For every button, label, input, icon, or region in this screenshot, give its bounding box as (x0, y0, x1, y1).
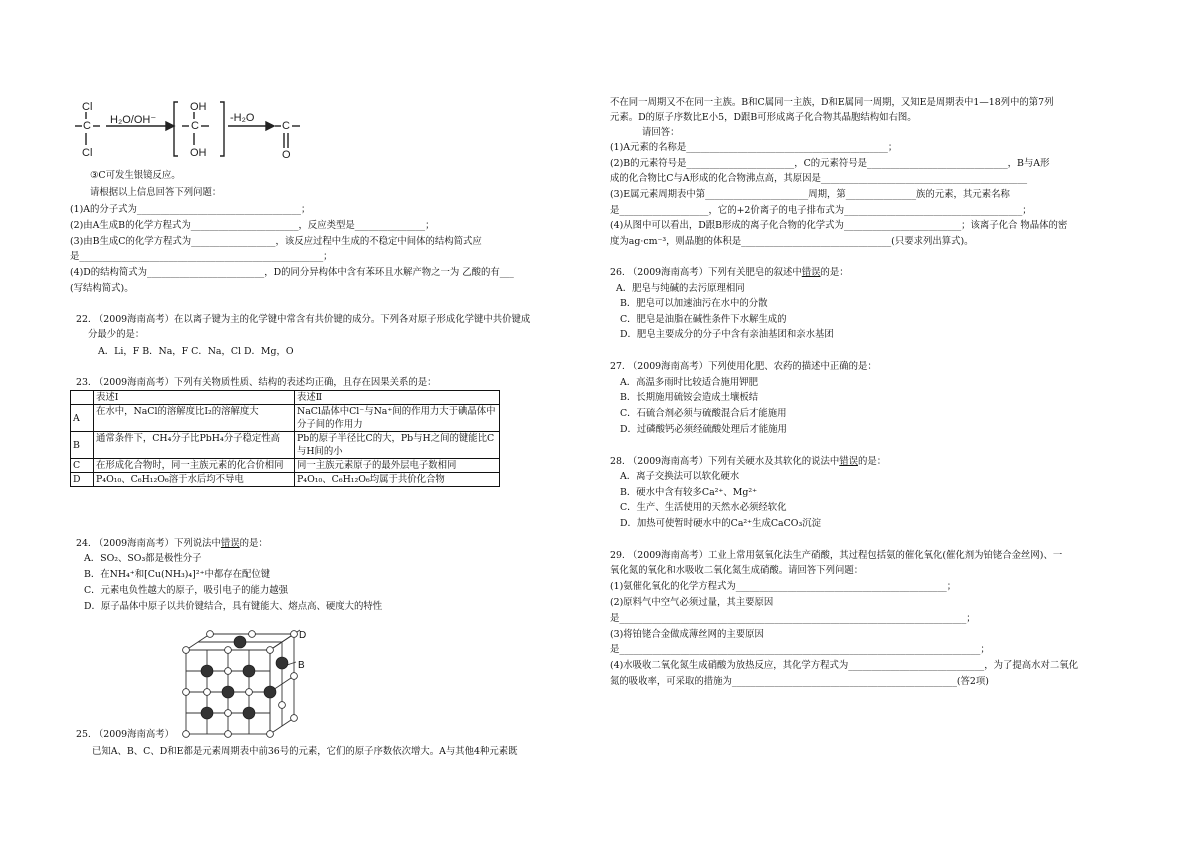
q26-option-d: D．肥皂主要成分的分子中含有亲油基团和亲水基团 (620, 329, 834, 340)
q25-part3-line2: 是___________________，它的+2价离子的电子排布式为______________________________________； (610, 205, 1032, 216)
q29-part4-line2: 氮的吸收率，可采取的措施为________________________________________________(答2项) (610, 676, 989, 687)
lattice-d-label: D (299, 630, 307, 641)
q29-part3-line2: 是_____________________________________________________________________________； (610, 644, 990, 655)
q22-stem-line2: 分最少的是： (88, 329, 145, 340)
q29-part1: (1)氨催化氧化的化学方程式为_____________________________________________； (610, 581, 957, 592)
q21-part3-line1: (3)由B生成C的化学方程式为__________________，该反应过程中生成的不稳定中间体的结构简式应 (70, 236, 482, 247)
q28-option-b: B．硬水中含有较多Ca²⁺、Mg²⁺ (620, 487, 758, 498)
elimination-label: -H₂O (230, 112, 255, 124)
reaction-scheme-figure (70, 96, 320, 164)
q29-part4-line1: (4)水吸收二氧化氮生成硝酸为放热反应，其化学方程式为_____________________________，为了提高水对二氧化 (610, 660, 1078, 671)
q23-stem: 23. （2009海南高考）下列有关物质性质、结构的表述均正确，且存在因果关系的是： (76, 377, 437, 388)
o-label: O (282, 149, 291, 161)
table-cell: 在形成化合物时，同一主族元素的化合价相同 (94, 459, 295, 473)
q22-stem-line1: 22. （2009海南高考）在以离子键为主的化学键中常含有共价键的成分。下列各对原子形成化学键中共价键成 (76, 314, 531, 325)
cl-top-label: Cl (82, 101, 93, 113)
table-row (71, 459, 500, 473)
table-cell: 在水中，NaCl的溶解度比I₂的溶解度大 (94, 405, 295, 432)
q25-heading: 25. （2009海南高考） (76, 729, 174, 740)
q27-option-d: D．过磷酸钙必须经硫酸处理后才能施用 (620, 424, 787, 435)
table-row-key: B (71, 432, 94, 459)
note-3: ③C可发生银镜反应。 (90, 170, 181, 181)
q25-answer-prompt: 请回答： (642, 127, 680, 138)
q25-part2-line2: 成的化合物比C与A形成的化合物沸点高，其原因是____________________________________________ (610, 173, 1028, 184)
c-right-label: C (282, 120, 290, 132)
q25-text-line1: 已知A、B、C、D和E都是元素周期表中前36号的元素，它们的原子序数依次增大。A与其他4种元素既 (92, 746, 518, 757)
table-header-cell: 表述Ⅱ (295, 391, 500, 405)
c-left-label: C (83, 120, 91, 132)
q28-option-c: C．生产、生活使用的天然水必须经软化 (620, 502, 787, 513)
table-row (71, 473, 500, 487)
q28-stem-post: 的是： (858, 456, 887, 467)
q27-option-c: C．石硫合剂必须与硫酸混合后才能施用 (620, 408, 787, 419)
q25-part3-line1: (3)E属元素周期表中第______________________周期，第_______________族的元素，其元素名称 (610, 189, 1010, 200)
answer-prompt: 请根据以上信息回答下列问题： (90, 187, 222, 198)
q21-part2: (2)由A生成B的化学方程式为_______________________，反应类型是_______________； (70, 220, 435, 231)
table-row (71, 405, 500, 432)
crystal-cell-figure (180, 628, 310, 738)
c-mid-label: C (191, 120, 199, 132)
q28-option-d: D．加热可使暂时硬水中的Ca²⁺生成CaCO₃沉淀 (620, 518, 821, 529)
q28-stem-emph: 错误 (839, 456, 859, 467)
table-cell: NaCl晶体中Cl⁻与Na⁺间的作用力大于碘晶体中分子间的作用力 (295, 405, 500, 432)
reagent-label: H₂O/OH⁻ (110, 114, 157, 126)
q24-stem-post: 的是： (239, 538, 268, 549)
q26-stem (610, 266, 849, 279)
table-cell: Pb的原子半径比C的大，Pb与H之间的键能比C与H间的小 (295, 432, 500, 459)
table-row (71, 432, 500, 459)
lattice-b-label: B (298, 660, 305, 671)
q25-part2-line1: (2)B的元素符号是_______________________，C的元素符号是______________________________，B与A形 (610, 158, 1050, 169)
q24-stem-emph: 错误 (220, 538, 240, 549)
q29-part2-line2: 是__________________________________________________________________________； (610, 613, 976, 624)
q27-option-b: B．长期施用硫铵会造成土壤板结 (620, 392, 759, 403)
q26-stem-emph: 错误 (801, 267, 821, 278)
q24-stem-pre: 24. （2009海南高考）下列说法中 (76, 538, 221, 549)
q29-stem-line1: 29. （2009海南高考）工业上常用氨氧化法生产硝酸，其过程包括氨的催化氧化(催化剂为铂铑合金丝网)、一 (610, 550, 1063, 561)
q21-part1: (1)A的分子式为___________________________________； (70, 204, 311, 215)
q26-option-b: B．肥皂可以加速油污在水中的分散 (620, 298, 768, 309)
q24-option-c: C．元素电负性越大的原子，吸引电子的能力越强 (84, 585, 289, 596)
q25-part4-line1: (4)从图中可以看出，D跟B形成的离子化合物的化学式为_________________________；该离子化合 物晶体的密 (610, 220, 1068, 231)
q21-part4-line2: (写结构简式)。 (70, 283, 134, 294)
q26-stem-post: 的是： (820, 267, 849, 278)
q25-text-line2: 不在同一周期又不在同一主族。B和C属同一主族，D和E属同一周期，又知E是周期表中1—18列中的第7列 (610, 97, 1054, 108)
q24-option-b: B．在NH₄⁺和[Cu(NH₃)₄]²⁺中都存在配位键 (84, 569, 271, 580)
q29-part2-line1: (2)原料气中空气必须过量，其主要原因 (610, 597, 774, 608)
cl-bottom-label: Cl (82, 147, 93, 159)
table-row-key: A (71, 405, 94, 432)
q26-option-a: A．肥皂与纯碱的去污原理相同 (616, 283, 745, 294)
q25-part1: (1)A元素的名称是___________________________________________； (610, 142, 898, 153)
table-header-cell: 表述Ⅰ (94, 391, 295, 405)
table-row-key: C (71, 459, 94, 473)
q24-option-a: A．SO₂、SO₃都是极性分子 (84, 553, 202, 564)
q28-option-a: A．离子交换法可以软化硬水 (620, 471, 740, 482)
q25-text-line3: 元素。D的原子序数比E小5，D跟B可形成离子化合物其晶胞结构如右图。 (610, 112, 917, 123)
oh-bottom-label: OH (190, 147, 207, 159)
q29-stem-line2: 氧化氮的氧化和水吸收二氧化氮生成硝酸。请回答下列问题： (610, 565, 864, 576)
q23-table (70, 390, 500, 487)
q27-option-a: A．高温多雨时比较适合施用钾肥 (620, 377, 759, 388)
q25-part4-line2: 度为ag·cm⁻³，则晶胞的体积是________________________________(只要求列出算式)。 (610, 236, 974, 247)
q27-stem: 27. （2009海南高考）下列使用化肥、农药的描述中正确的是： (610, 361, 877, 372)
table-cell: P₄O₁₀、C₆H₁₂O₆溶于水后均不导电 (94, 473, 295, 487)
q21-part3-line2: 是____________________________________________________； (70, 251, 333, 262)
q26-stem-pre: 26. （2009海南高考）下列有关肥皂的叙述中 (610, 267, 802, 278)
table-cell: 通常条件下，CH₄分子比PbH₄分子稳定性高 (94, 432, 295, 459)
table-row-key: D (71, 473, 94, 487)
q22-options: A．Li，F B．Na，F C．Na，Cl D．Mg，O (98, 346, 294, 357)
q26-option-c: C．肥皂是油脂在碱性条件下水解生成的 (620, 314, 787, 325)
q24-option-d: D．原子晶体中原子以共价键结合，具有键能大、熔点高、硬度大的特性 (84, 601, 383, 612)
q21-part4-line1: (4)D的结构简式为_________________________，D的同分异构体中含有苯环且水解产物之一为 乙酸的有___ (70, 267, 514, 278)
table-header-row (71, 391, 500, 405)
q28-stem (610, 455, 886, 468)
q28-stem-pre: 28. （2009海南高考）下列有关硬水及其软化的说法中 (610, 456, 840, 467)
table-cell: 同一主族元素原子的最外层电子数相同 (295, 459, 500, 473)
q29-part3-line1: (3)将铂铑合金做成薄丝网的主要原因 (610, 629, 764, 640)
table-cell: P₄O₁₀、C₆H₁₂O₆均属于共价化合物 (295, 473, 500, 487)
oh-top-label: OH (190, 101, 207, 113)
q24-stem (76, 537, 268, 550)
